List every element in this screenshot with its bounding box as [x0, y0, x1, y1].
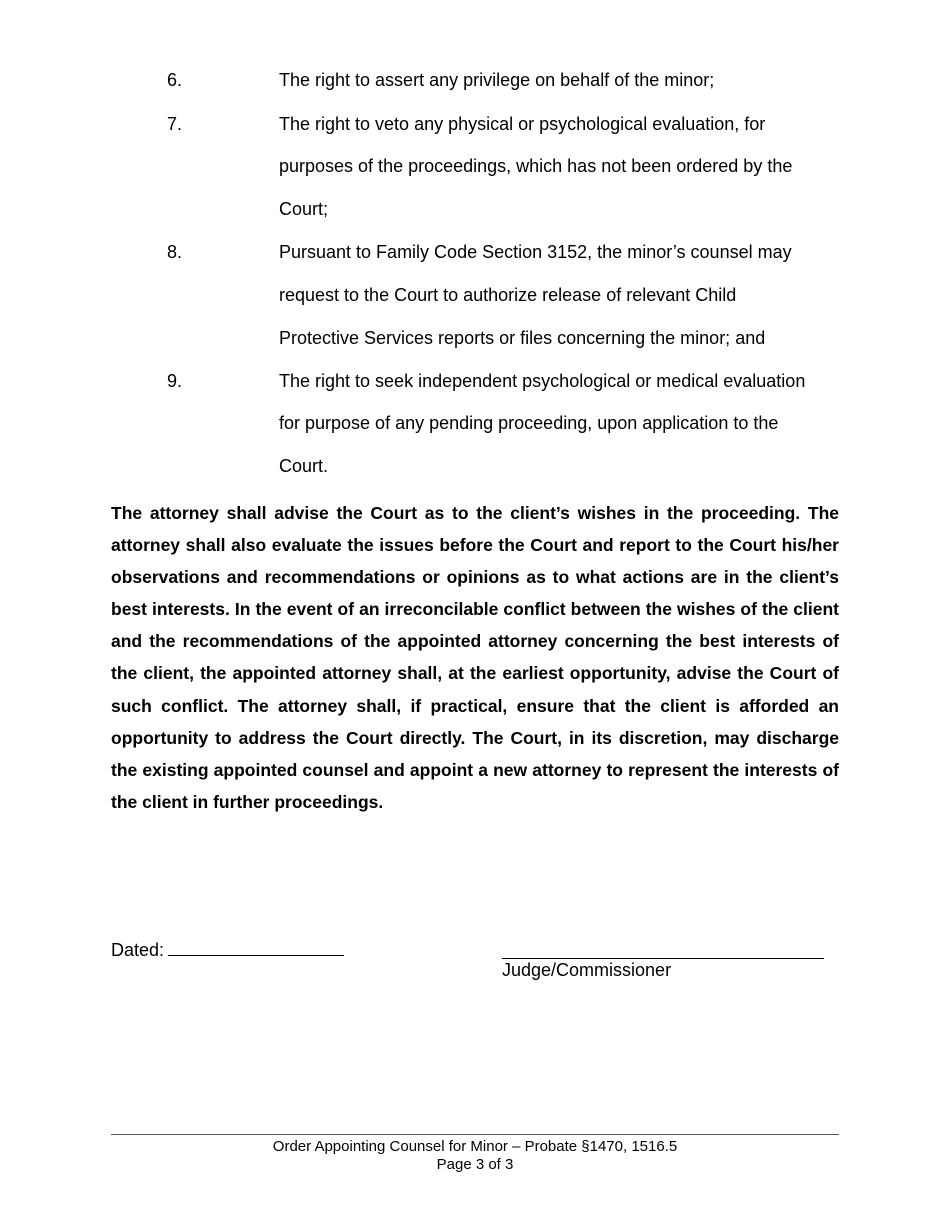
judge-signature-line: [502, 938, 824, 959]
dated-field: [111, 937, 344, 961]
list-item-number: 9.: [167, 371, 183, 391]
dated-blank-line: [168, 937, 344, 956]
footer-title: Order Appointing Counsel for Minor – Probate §1470, 1516.5: [272, 1138, 678, 1155]
list-item-text-line: for purpose of any pending proceeding, upon application to the: [279, 413, 779, 433]
list-item-text-line: The right to assert any privilege on behalf of the minor;: [279, 70, 715, 90]
page-number: Page 3 of 3: [436, 1156, 514, 1173]
list-item-text-line: The right to seek independent psychological or medical evaluation: [279, 371, 806, 391]
dated-label: Dated:: [111, 940, 165, 960]
judge-commissioner-label: Judge/Commissioner: [502, 960, 672, 980]
list-item-number: 8.: [167, 242, 183, 262]
list-item-number: 7.: [167, 114, 183, 134]
list-item-text-line: Court;: [279, 199, 329, 219]
list-item-number: 6.: [167, 70, 183, 90]
attorney-duties-paragraph: The attorney shall advise the Court as to the client’s wishes in the proceeding. The attorney shall also evaluate the issues before the Court and report to the Court his/her observations and recommendations or opinions as to what actions are in the client’s best interests. In the event of an irreconcilable conflict between the wishes of the client and the recommendations of the appointed attorney concerning the best interests of the client, the appointed attorney shall, at the earliest opportunity, advise the Court of such conflict. The attorney shall, if practical, ensure that the client is afforded an opportunity to address the Court directly. The Court, in its discretion, may discharge the existing appointed counsel and appoint a new attorney to represent the interests of the client in further proceedings.: [111, 503, 839, 812]
list-item-text-line: Pursuant to Family Code Section 3152, the minor’s counsel may: [279, 242, 792, 262]
list-item-text-line: request to the Court to authorize release of relevant Child: [279, 285, 737, 305]
footer-divider: [111, 1134, 839, 1135]
list-item-text-line: The right to veto any physical or psychological evaluation, for: [279, 114, 766, 134]
list-item-text-line: Protective Services reports or files concerning the minor; and: [279, 328, 766, 348]
list-item-text-line: purposes of the proceedings, which has not been ordered by the: [279, 156, 793, 176]
list-item-text-line: Court.: [279, 456, 329, 476]
